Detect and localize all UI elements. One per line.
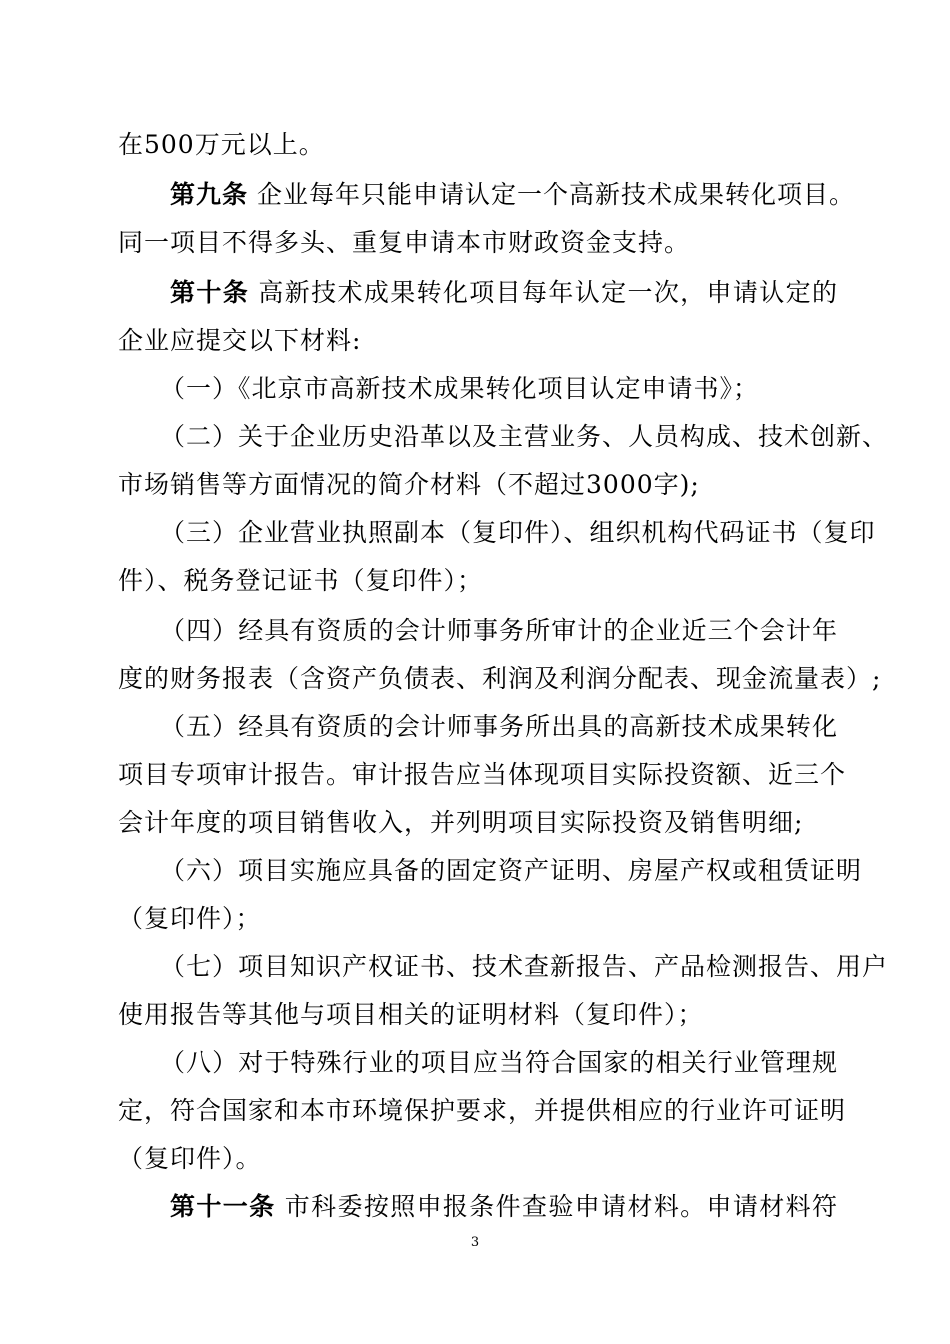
text-line: （复印件）； [118,904,262,933]
list-item-2: （二）关于企业历史沿革以及主营业务、人员构成、技术创新、 [160,422,889,451]
text-line: 使用报告等其他与项目相关的证明材料（复印件）； [118,1000,704,1029]
article-9-paragraph [170,178,855,212]
text-line: （复印件）。 [118,1144,262,1173]
page-number: 3 [470,1235,480,1250]
article-heading: 第十条 [170,278,250,307]
text-line: 会计年度的项目销售收入，并列明项目实际投资及销售明细; [118,808,804,837]
article-heading: 第十一条 [170,1192,276,1221]
text-span: 高新技术成果转化项目每年认定一次，申请认定的 [258,278,838,307]
text-span: 市科委按照申报条件查验申请材料。申请材料符 [284,1192,838,1221]
text-line: 企业应提交以下材料: [118,326,362,355]
list-item-8: （八）对于特殊行业的项目应当符合国家的相关行业管理规 [160,1048,838,1077]
list-item-6: （六）项目实施应具备的固定资产证明、房屋产权或租赁证明 [160,856,863,885]
text-line: 定，符合国家和本市环境保护要求，并提供相应的行业许可证明 [118,1096,847,1125]
article-11-paragraph [170,1190,838,1224]
text-line: 件）、税务登记证书（复印件）； [118,566,484,595]
list-item-3: （三）企业营业执照副本（复印件）、组织机构代码证书（复印 [160,518,876,547]
text-line: 度的财务报表（含资产负债表、利润及利润分配表、现金流量表）; [118,664,882,693]
list-item-4: （四）经具有资质的会计师事务所审计的企业近三个会计年 [160,616,838,645]
text-line: 市场销售等方面情况的简介材料（不超过3000字); [118,470,700,499]
list-item-1: （一）《北京市高新技术成果转化项目认定申请书》； [160,374,760,403]
text-line: 同一项目不得多头、重复申请本市财政资金支持。 [118,228,691,257]
list-item-7: （七）项目知识产权证书、技术查新报告、产品检测报告、用户 [160,952,889,981]
article-heading: 第九条 [170,180,249,209]
list-item-5: （五）经具有资质的会计师事务所出具的高新技术成果转化 [160,712,838,741]
text-span: 企业每年只能申请认定一个高新技术成果转化项目。 [256,180,855,209]
article-10-paragraph [170,276,838,310]
text-line: 项目专项审计报告。审计报告应当体现项目实际投资额、近三个 [118,760,847,789]
text-line: 在500万元以上。 [118,130,325,159]
